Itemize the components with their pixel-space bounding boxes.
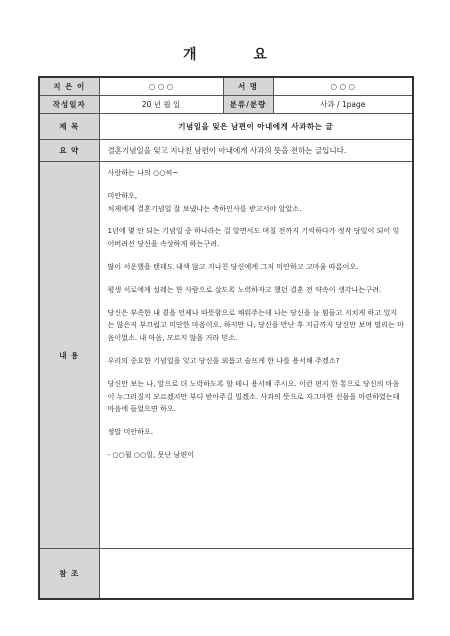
date-label: 작성일자 xyxy=(39,96,99,114)
author-row xyxy=(39,77,413,96)
summary-value: 결혼기념일을 잊고 지나친 남편이 아내에게 사과의 뜻을 전하는 글입니다. xyxy=(99,140,413,162)
content-paragraph: 평생 서로에게 설레는 한 사람으로 살도록 노력하자고 했던 결혼 전 약속이 생각나는구려. xyxy=(107,284,382,294)
subject-label: 제 목 xyxy=(39,114,99,140)
reference-label: 참 조 xyxy=(39,549,99,600)
summary-row xyxy=(39,140,413,162)
content-label: 내 용 xyxy=(39,162,99,549)
subject-row xyxy=(39,114,413,140)
reference-value xyxy=(99,549,413,600)
content-body xyxy=(99,162,413,549)
content-row xyxy=(39,162,413,549)
content-paragraph: 당신만 보는 나, 앞으로 더 노력하도록 할 테니 용서해 주시오. 이런 편지 한 통으로 당신의 마음이 누그러질지 모르겠지만 부디 받아주길 빌겠소. 사과의 뜻으로 자그마한 선물을 마련하였는데 마음에 들었으면 하오. xyxy=(107,378,400,414)
date-value: 20 년 월 일 xyxy=(99,96,223,114)
content-paragraph: 많이 서운했을 텐데도 내색 않고 지나친 당신에게 그저 미안하고 고마울 따름이오. xyxy=(107,261,359,271)
reference-row xyxy=(39,549,413,600)
content-paragraph: 우리의 중요한 기념일을 잊고 당신을 외롭고 슬프게 한 나를 용서해 주겠소? xyxy=(107,355,340,365)
content-signoff: - ○○월 ○○일, 못난 남편이 xyxy=(107,449,195,459)
category-value: 사과 / 1page xyxy=(273,96,413,114)
outline-form xyxy=(38,76,414,600)
subject-value: 기념일을 잊은 남편이 아내에게 사과하는 글 xyxy=(99,114,413,140)
content-paragraph: 미안하오, 처제에게 결혼기념일 잘 보냈냐는 축하인사를 받고서야 알았소. xyxy=(107,190,302,213)
content-paragraph: 1년에 몇 안 되는 기념일 중 하나라는 걸 알면서도 며칠 전까지 기억하다가 정작 당일이 되어 잊어버려선 당신을 속상하게 하는구려. xyxy=(107,226,400,249)
summary-label: 요 약 xyxy=(39,140,99,162)
content-paragraph: 정말 미안하오. xyxy=(107,427,154,437)
page-title: 개 요 xyxy=(183,47,293,63)
signature-label: 서 명 xyxy=(223,77,273,96)
signature-value: ○ ○ ○ xyxy=(273,77,413,96)
content-greeting: 사랑하는 나의 ○○씨~ xyxy=(107,168,179,177)
content-paragraph: 당신은 부족한 내 곁을 언제나 따뜻함으로 채워주는데 나는 당신을 늘 힘들고 지치게 하고 있지는 않은지 부끄럽고 미안한 마음이오. 하지만 나, 당신을 만난 후 지금까지 당신만 보며 떨리는 마음이었소. 내 마음, 모르지 않을 거라 믿소. xyxy=(107,307,404,343)
author-label: 지 은 이 xyxy=(39,77,99,96)
category-label: 분류/분량 xyxy=(223,96,273,114)
author-value: ○ ○ ○ xyxy=(99,77,223,96)
date-row xyxy=(39,96,413,114)
